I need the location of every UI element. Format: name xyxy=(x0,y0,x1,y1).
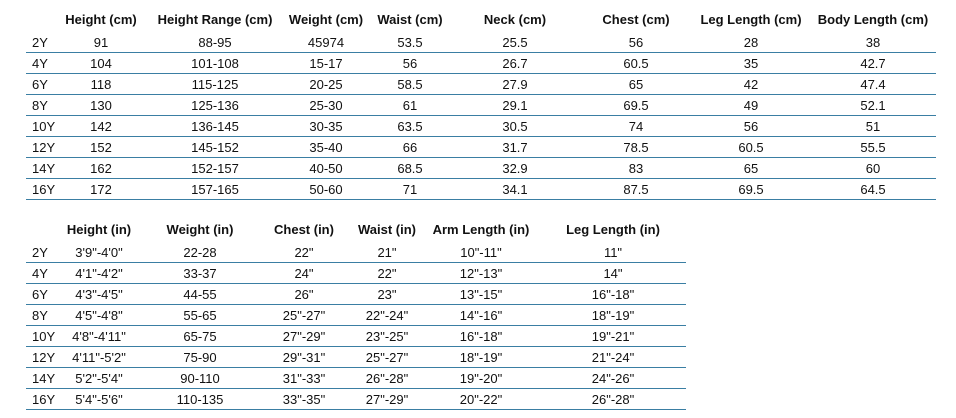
table-cell: 65 xyxy=(580,74,692,95)
table-cell: 25.5 xyxy=(450,32,580,53)
table-cell: 64.5 xyxy=(810,179,936,200)
table-cell: 66 xyxy=(370,137,450,158)
table-cell: 45974 xyxy=(282,32,370,53)
table-row xyxy=(26,95,936,116)
table-cell: 40-50 xyxy=(282,158,370,179)
table-cell: 55.5 xyxy=(810,137,936,158)
table-cell: 152 xyxy=(54,137,148,158)
table-cell: 21" xyxy=(352,242,422,263)
table-cell: 24"-26" xyxy=(540,368,686,389)
size-label-cell: 4Y xyxy=(26,263,54,284)
table-cell: 42 xyxy=(692,74,810,95)
table-header-row xyxy=(26,216,686,242)
table-cell: 19"-20" xyxy=(422,368,540,389)
table-cell: 14"-16" xyxy=(422,305,540,326)
table-cell: 74 xyxy=(580,116,692,137)
table-cell: 125-136 xyxy=(148,95,282,116)
table-cell: 60.5 xyxy=(692,137,810,158)
table-row xyxy=(26,368,686,389)
size-label-cell: 16Y xyxy=(26,389,54,410)
table-cell: 16"-18" xyxy=(422,326,540,347)
table-row xyxy=(26,179,936,200)
table-cell: 16"-18" xyxy=(540,284,686,305)
table-cell: 172 xyxy=(54,179,148,200)
table-cell: 49 xyxy=(692,95,810,116)
table-cell: 25"-27" xyxy=(256,305,352,326)
size-label-cell: 2Y xyxy=(26,32,54,53)
table-cell: 130 xyxy=(54,95,148,116)
table-cell: 50-60 xyxy=(282,179,370,200)
size-label-cell: 6Y xyxy=(26,284,54,305)
table-row xyxy=(26,263,686,284)
table-cell: 60 xyxy=(810,158,936,179)
table-cell: 26"-28" xyxy=(540,389,686,410)
table-cell: 110-135 xyxy=(144,389,256,410)
table-cell: 22" xyxy=(256,242,352,263)
table-cell: 4'1"-4'2" xyxy=(54,263,144,284)
table-cell: 24" xyxy=(256,263,352,284)
table-cell: 26" xyxy=(256,284,352,305)
table-cell: 10"-11" xyxy=(422,242,540,263)
table-cell: 32.9 xyxy=(450,158,580,179)
table-cell: 152-157 xyxy=(148,158,282,179)
table-cell: 162 xyxy=(54,158,148,179)
table-cell: 22-28 xyxy=(144,242,256,263)
table-cell: 115-125 xyxy=(148,74,282,95)
table-cell: 53.5 xyxy=(370,32,450,53)
table-cell: 11" xyxy=(540,242,686,263)
table-cell: 56 xyxy=(580,32,692,53)
table-cell: 136-145 xyxy=(148,116,282,137)
table-cell: 26"-28" xyxy=(352,368,422,389)
size-label-cell: 2Y xyxy=(26,242,54,263)
table-cell: 35-40 xyxy=(282,137,370,158)
column-header: Waist (cm) xyxy=(377,11,443,27)
table-cell: 35 xyxy=(692,53,810,74)
table-cell: 157-165 xyxy=(148,179,282,200)
table-row xyxy=(26,158,936,179)
table-cell: 27.9 xyxy=(450,74,580,95)
table-cell: 18"-19" xyxy=(540,305,686,326)
column-header: Weight (cm) xyxy=(288,11,364,27)
table-row xyxy=(26,326,686,347)
table-cell: 27"-29" xyxy=(352,389,422,410)
column-header: Leg Length (cm) xyxy=(700,11,802,27)
table-cell: 30.5 xyxy=(450,116,580,137)
table-cell: 71 xyxy=(370,179,450,200)
table-cell: 31"-33" xyxy=(256,368,352,389)
table-cell: 101-108 xyxy=(148,53,282,74)
table-cell: 22" xyxy=(352,263,422,284)
size-label-cell: 12Y xyxy=(26,347,54,368)
table-header-row xyxy=(26,6,936,32)
size-chart-inches-table xyxy=(26,216,686,410)
column-header: Height Range (cm) xyxy=(157,11,273,27)
table-cell: 68.5 xyxy=(370,158,450,179)
column-header: Weight (in) xyxy=(166,221,234,237)
column-header: Height (in) xyxy=(66,221,132,237)
table-cell: 65 xyxy=(692,158,810,179)
table-cell: 21"-24" xyxy=(540,347,686,368)
table-cell: 69.5 xyxy=(692,179,810,200)
table-cell: 33-37 xyxy=(144,263,256,284)
table-cell: 104 xyxy=(54,53,148,74)
column-header: Arm Length (in) xyxy=(432,221,530,237)
table-cell: 83 xyxy=(580,158,692,179)
size-label-cell: 14Y xyxy=(26,368,54,389)
table-row xyxy=(26,284,686,305)
table-cell: 34.1 xyxy=(450,179,580,200)
table-cell: 69.5 xyxy=(580,95,692,116)
table-cell: 27"-29" xyxy=(256,326,352,347)
table-cell: 75-90 xyxy=(144,347,256,368)
table-cell: 56 xyxy=(692,116,810,137)
table-cell: 63.5 xyxy=(370,116,450,137)
size-label-cell: 8Y xyxy=(26,95,54,116)
table-row xyxy=(26,116,936,137)
table-cell: 47.4 xyxy=(810,74,936,95)
table-row xyxy=(26,305,686,326)
size-label-cell: 10Y xyxy=(26,326,54,347)
table-cell: 28 xyxy=(692,32,810,53)
table-cell: 44-55 xyxy=(144,284,256,305)
size-label-cell: 10Y xyxy=(26,116,54,137)
table-cell: 4'8"-4'11" xyxy=(54,326,144,347)
table-cell: 29.1 xyxy=(450,95,580,116)
table-cell: 15-17 xyxy=(282,53,370,74)
corner-header-cell xyxy=(26,6,54,32)
table-cell: 142 xyxy=(54,116,148,137)
size-label-cell: 16Y xyxy=(26,179,54,200)
table-row xyxy=(26,53,936,74)
table-cell: 19"-21" xyxy=(540,326,686,347)
corner-header-cell xyxy=(26,216,54,242)
table-cell: 55-65 xyxy=(144,305,256,326)
size-label-cell: 6Y xyxy=(26,74,54,95)
table-cell: 26.7 xyxy=(450,53,580,74)
table-cell: 25-30 xyxy=(282,95,370,116)
column-header: Body Length (cm) xyxy=(817,11,929,27)
table-cell: 14" xyxy=(540,263,686,284)
column-header: Neck (cm) xyxy=(483,11,547,27)
table-cell: 56 xyxy=(370,53,450,74)
table-cell: 91 xyxy=(54,32,148,53)
table-cell: 88-95 xyxy=(148,32,282,53)
column-header: Chest (in) xyxy=(274,221,334,237)
table-cell: 31.7 xyxy=(450,137,580,158)
table-cell: 18"-19" xyxy=(422,347,540,368)
table-cell: 12"-13" xyxy=(422,263,540,284)
table-cell: 51 xyxy=(810,116,936,137)
size-label-cell: 8Y xyxy=(26,305,54,326)
table-cell: 5'2"-5'4" xyxy=(54,368,144,389)
table-cell: 42.7 xyxy=(810,53,936,74)
table-row xyxy=(26,389,686,410)
table-cell: 20-25 xyxy=(282,74,370,95)
column-header: Height (cm) xyxy=(65,11,137,27)
table-cell: 4'11"-5'2" xyxy=(54,347,144,368)
size-chart-cm-table xyxy=(26,6,936,200)
table-cell: 30-35 xyxy=(282,116,370,137)
table-cell: 23"-25" xyxy=(352,326,422,347)
table-cell: 33"-35" xyxy=(256,389,352,410)
table-cell: 90-110 xyxy=(144,368,256,389)
table-cell: 29"-31" xyxy=(256,347,352,368)
table-cell: 25"-27" xyxy=(352,347,422,368)
table-cell: 4'3"-4'5" xyxy=(54,284,144,305)
table-row xyxy=(26,242,686,263)
table-row xyxy=(26,74,936,95)
table-cell: 87.5 xyxy=(580,179,692,200)
column-header: Waist (in) xyxy=(357,221,416,237)
table-cell: 58.5 xyxy=(370,74,450,95)
table-cell: 65-75 xyxy=(144,326,256,347)
table-cell: 145-152 xyxy=(148,137,282,158)
table-cell: 61 xyxy=(370,95,450,116)
table-cell: 22"-24" xyxy=(352,305,422,326)
table-row xyxy=(26,137,936,158)
table-cell: 23" xyxy=(352,284,422,305)
table-cell: 78.5 xyxy=(580,137,692,158)
table-cell: 118 xyxy=(54,74,148,95)
column-header: Chest (cm) xyxy=(602,11,670,27)
table-cell: 13"-15" xyxy=(422,284,540,305)
size-label-cell: 4Y xyxy=(26,53,54,74)
table-cell: 38 xyxy=(810,32,936,53)
table-cell: 3'9"-4'0" xyxy=(54,242,144,263)
size-label-cell: 12Y xyxy=(26,137,54,158)
table-cell: 4'5"-4'8" xyxy=(54,305,144,326)
table-cell: 52.1 xyxy=(810,95,936,116)
table-cell: 5'4"-5'6" xyxy=(54,389,144,410)
table-cell: 60.5 xyxy=(580,53,692,74)
table-row xyxy=(26,347,686,368)
table-row xyxy=(26,32,936,53)
column-header: Leg Length (in) xyxy=(566,221,660,237)
size-label-cell: 14Y xyxy=(26,158,54,179)
table-cell: 20"-22" xyxy=(422,389,540,410)
